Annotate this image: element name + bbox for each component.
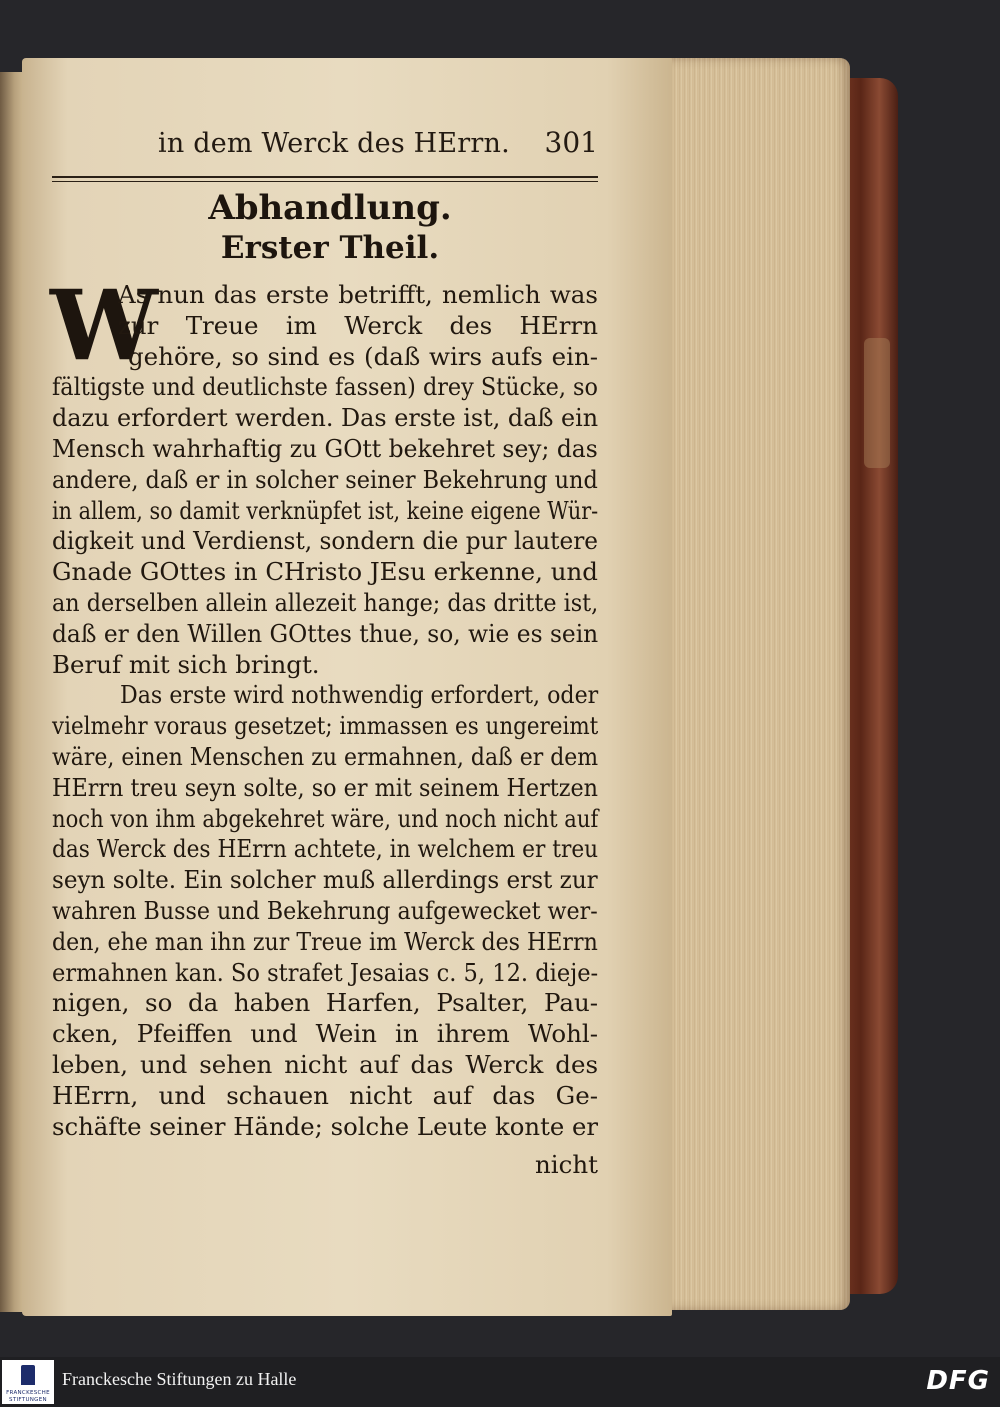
text-line: noch von ihm abgekehret wäre, und noch nicht auf [52, 803, 599, 833]
text-line: Mensch wahrhaftig zu GOtt bekehret sey; das [52, 434, 598, 463]
text-line: Gnade GOttes in CHristo JEsu erkenne, und [52, 557, 598, 587]
institution-logo [2, 1360, 54, 1404]
text-line: den, ehe man ihn zur Treue im Werck des HErrn [52, 926, 598, 956]
page-number: 301 [544, 126, 598, 159]
text-line: das Werck des HErrn achtete, in welchem er treu [52, 834, 599, 864]
logo-text-line: FRANCKESCHE [6, 1390, 50, 1396]
institution-name: Franckesche Stiftungen zu Halle [62, 1369, 297, 1389]
text-line: seyn solte. Ein solcher muß allerdings erst zur [52, 865, 598, 895]
running-title: in dem Werck des HErrn. [158, 128, 510, 159]
text-line: As nun das erste betrifft, nemlich was [118, 280, 598, 309]
text-line: zur Treue im Werck des HErrn [118, 310, 599, 340]
text-line: wäre, einen Menschen zu ermahnen, daß er dem [52, 742, 599, 771]
text-line: Das erste wird nothwendig erfordert, oder [120, 680, 599, 710]
text-line: cken, Pfeiffen und Wein in ihrem Wohl- [52, 1019, 598, 1049]
section-subtitle: Erster Theil. [220, 230, 440, 266]
facing-page-edge [0, 72, 24, 1312]
header-rule [52, 176, 598, 182]
text-line: gehöre, so sind es (daß wirs aufs ein- [128, 341, 599, 371]
text-line: fältigste und deutlichste fassen) drey Stücke, so [52, 372, 598, 402]
logo-text-line: STIFTUNGEN [9, 1397, 47, 1403]
drop-cap: W [50, 269, 158, 382]
text-line: andere, daß er in solcher seiner Bekehrung und [52, 464, 598, 494]
text-line: HErrn treu seyn solte, so er mit seinem Hertzen [52, 772, 599, 802]
footer-bar [0, 1357, 1000, 1407]
text-line: ermahnen kan. So strafet Jesaias c. 5, 12. dieje- [52, 957, 599, 987]
section-title: Abhandlung. [208, 188, 452, 228]
dfg-logo: DFG [926, 1366, 990, 1396]
text-line: nigen, so da haben Harfen, Psalter, Pau- [52, 988, 599, 1018]
text-line: Beruf mit sich bringt. [52, 649, 320, 679]
running-header [150, 124, 598, 168]
catchword: nicht [535, 1150, 598, 1179]
text-line: schäfte seiner Hände; solche Leute konte er [52, 1111, 599, 1141]
logo-mark-icon [21, 1365, 35, 1385]
text-line: HErrn, und schauen nicht auf das Ge- [52, 1080, 598, 1110]
text-line: digkeit und Verdienst, sondern die pur lautere [52, 526, 599, 556]
text-line: wahren Busse und Bekehrung aufgewecket wer- [52, 896, 598, 925]
text-line: an derselben allein allezeit hange; das dritte ist, [52, 588, 599, 617]
text-line: dazu erfordert werden. Das erste ist, daß ein [52, 403, 599, 433]
text-line: in allem, so damit verknüpfet ist, keine eigene Wür- [52, 495, 599, 525]
text-line: leben, und sehen nicht auf das Werck des [52, 1050, 599, 1079]
text-line: vielmehr voraus gesetzet; immassen es ungereimt [52, 711, 599, 741]
text-line: daß er den Willen GOttes thue, so, wie es sein [52, 618, 599, 648]
page-block-edges [668, 58, 850, 1310]
